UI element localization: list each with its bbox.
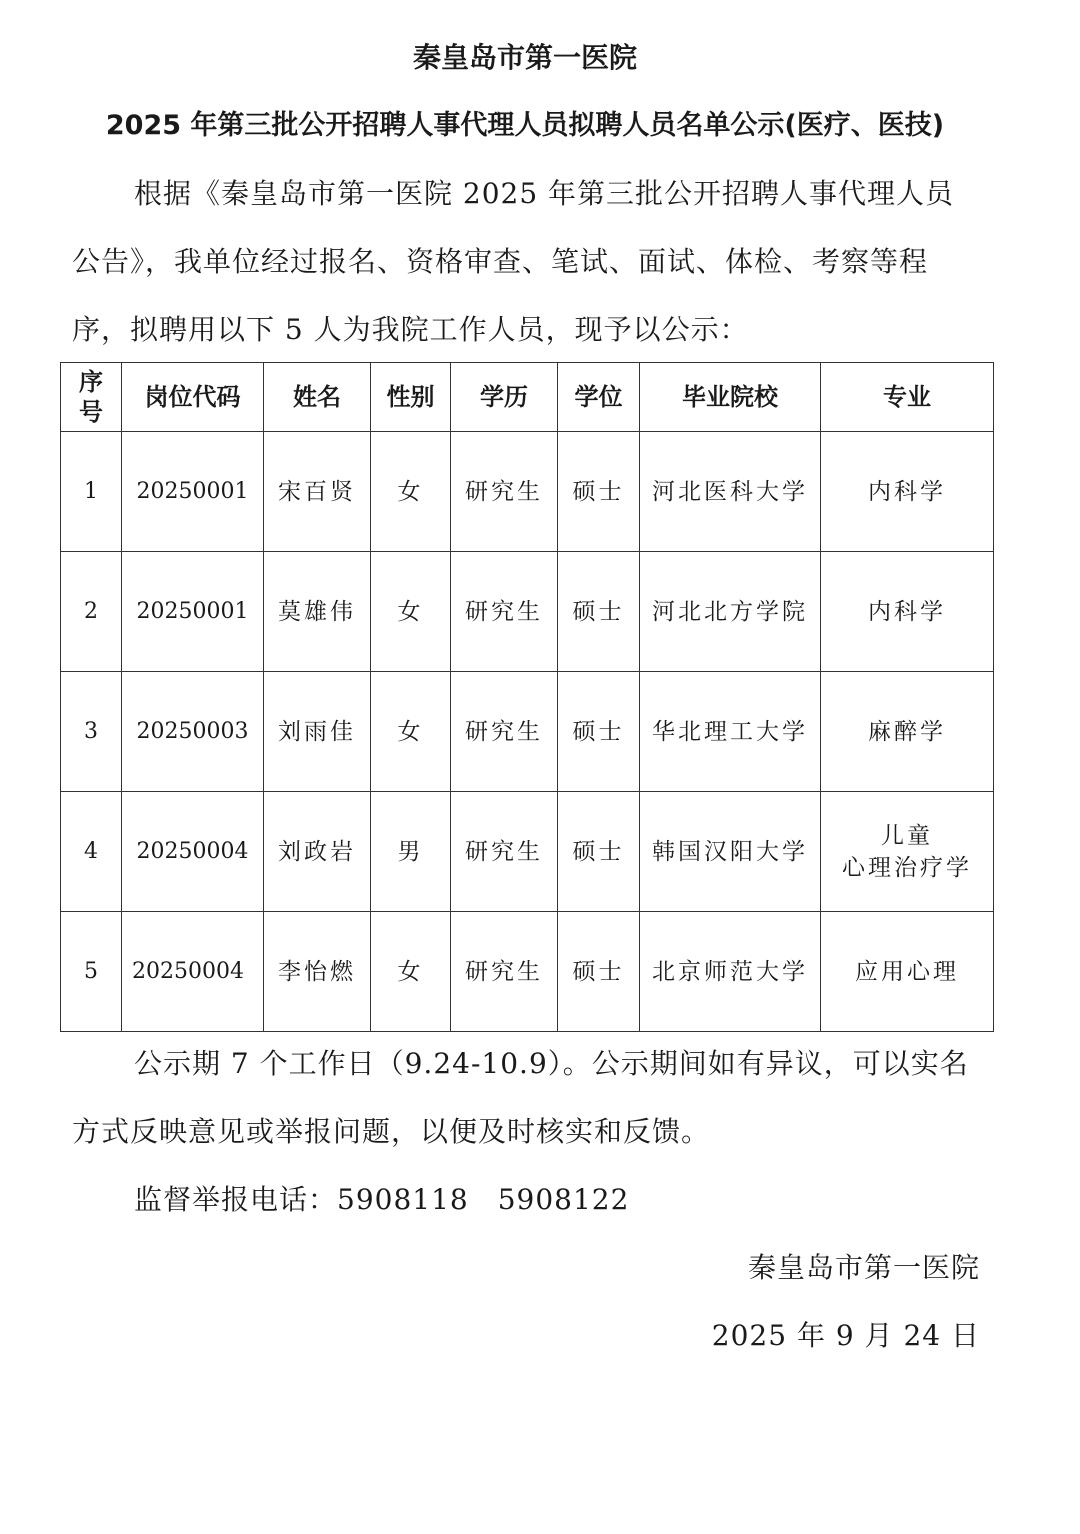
cell-school: 韩国汉阳大学	[640, 792, 821, 912]
document-subtitle: 2025 年第三批公开招聘人事代理人员拟聘人员名单公示(医疗、医技)	[105, 110, 945, 141]
cell-gender: 女	[371, 912, 451, 1032]
table-row	[61, 792, 994, 912]
notice-paragraph: 公示期 7 个工作日（9.24-10.9）。公示期间如有异议，可以实名方式反映意见或举报问题，以便及时核实和反馈。	[72, 1047, 969, 1148]
signature-organization: 秦皇岛市第一医院	[747, 1251, 980, 1284]
cell-school: 河北医科大学	[640, 432, 821, 552]
cell-major: 麻醉学	[821, 672, 994, 792]
document-title: 秦皇岛市第一医院	[412, 41, 637, 74]
cell-school: 河北北方学院	[640, 552, 821, 672]
cell-name: 刘雨佳	[264, 672, 371, 792]
cell-index: 4	[61, 792, 122, 912]
cell-index: 5	[61, 912, 122, 1032]
header-education: 学历	[451, 363, 558, 432]
cell-code: 20250004	[122, 792, 264, 912]
cell-name: 刘政岩	[264, 792, 371, 912]
cell-school: 华北理工大学	[640, 672, 821, 792]
cell-degree: 硕士	[558, 432, 640, 552]
cell-gender: 女	[371, 552, 451, 672]
cell-degree: 硕士	[558, 792, 640, 912]
cell-school: 北京师范大学	[640, 912, 821, 1032]
cell-code: 20250003	[122, 672, 264, 792]
cell-education: 研究生	[451, 672, 558, 792]
cell-code: 20250004	[122, 912, 264, 1032]
cell-name: 莫雄伟	[264, 552, 371, 672]
cell-education: 研究生	[451, 432, 558, 552]
cell-major: 应用心理	[821, 912, 994, 1032]
table-row	[61, 672, 994, 792]
cell-major: 儿童 心理治疗学	[821, 792, 994, 912]
header-school: 毕业院校	[640, 363, 821, 432]
cell-major: 内科学	[821, 432, 994, 552]
candidate-table	[60, 362, 994, 1032]
table-header-row	[61, 363, 994, 432]
cell-name: 宋百贤	[264, 432, 371, 552]
header-gender: 性别	[371, 363, 451, 432]
cell-major: 内科学	[821, 552, 994, 672]
cell-degree: 硕士	[558, 672, 640, 792]
cell-education: 研究生	[451, 792, 558, 912]
header-major: 专业	[821, 363, 994, 432]
cell-code: 20250001	[122, 432, 264, 552]
table-row	[61, 432, 994, 552]
table-row	[61, 912, 994, 1032]
header-code: 岗位代码	[122, 363, 264, 432]
cell-degree: 硕士	[558, 552, 640, 672]
header-name: 姓名	[264, 363, 371, 432]
cell-index: 3	[61, 672, 122, 792]
cell-education: 研究生	[451, 912, 558, 1032]
header-index: 序号	[61, 363, 122, 432]
cell-index: 2	[61, 552, 122, 672]
report-phone: 监督举报电话：5908118 5908122	[134, 1183, 630, 1216]
cell-index: 1	[61, 432, 122, 552]
header-degree: 学位	[558, 363, 640, 432]
cell-name: 李怡燃	[264, 912, 371, 1032]
cell-gender: 女	[371, 672, 451, 792]
table-row	[61, 552, 994, 672]
cell-degree: 硕士	[558, 912, 640, 1032]
cell-gender: 女	[371, 432, 451, 552]
cell-education: 研究生	[451, 552, 558, 672]
cell-gender: 男	[371, 792, 451, 912]
signature-date: 2025 年 9 月 24 日	[711, 1319, 980, 1352]
cell-code: 20250001	[122, 552, 264, 672]
intro-paragraph: 根据《秦皇岛市第一医院 2025 年第三批公开招聘人事代理人员公告》，我单位经过报名、资格审查、笔试、面试、体检、考察等程序，拟聘用以下 5 人为我院工作人员，现予以公示：	[72, 177, 955, 346]
